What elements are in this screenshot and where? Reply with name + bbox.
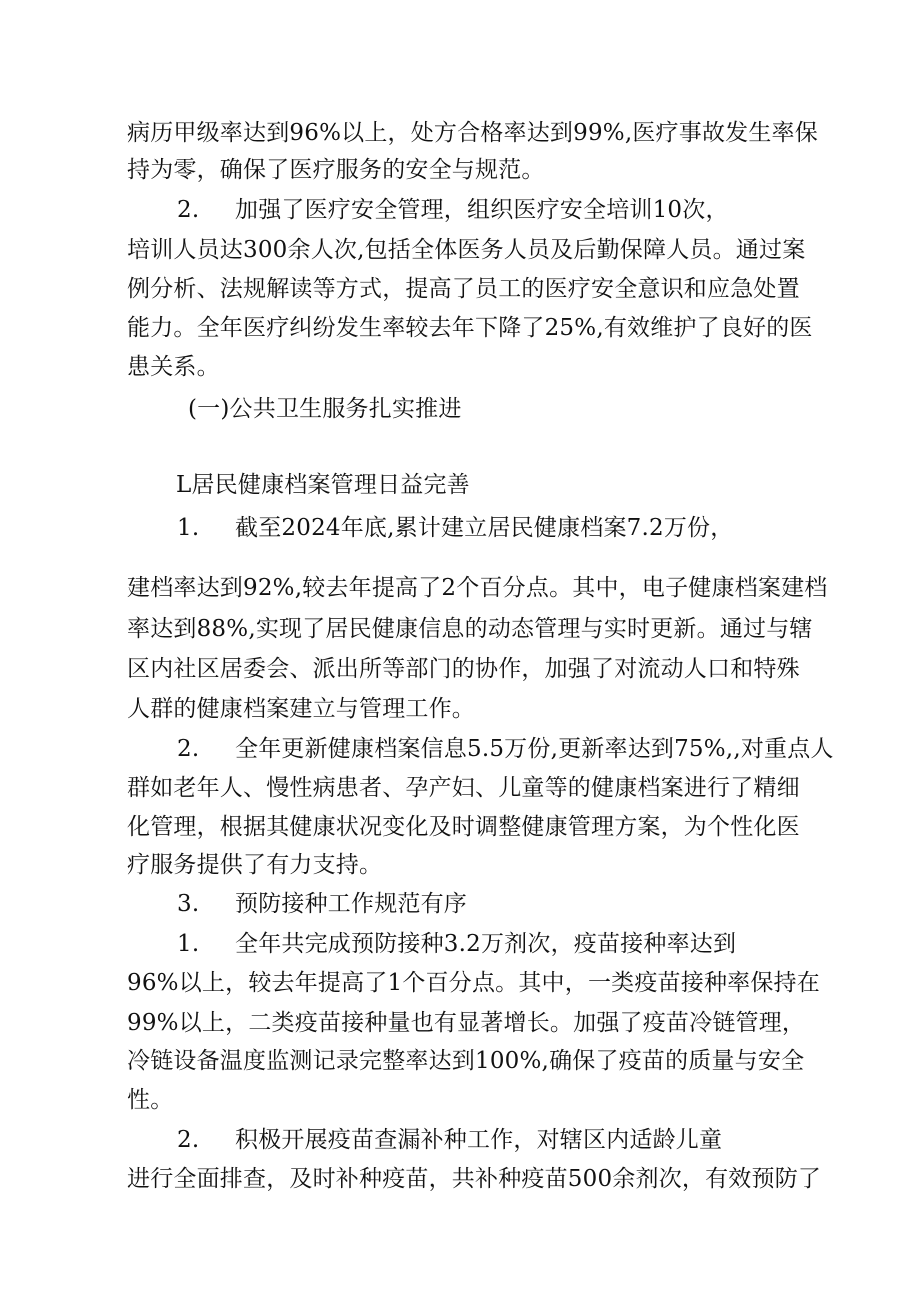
text-line: 持为零，确保了医疗服务的安全与规范。 [127, 157, 545, 183]
text-line: 建档率达到92%,较去年提高了2个百分点。其中，电子健康档案建档 [127, 575, 828, 601]
text-line: 例分析、法规解读等方式，提高了员工的医疗安全意识和应急处置 [127, 276, 800, 302]
numbered-item [177, 513, 733, 543]
item-number: 2. [177, 736, 200, 762]
text-line: 人群的健康档案建立与管理工作。 [127, 696, 475, 722]
item-text: 全年共完成预防接种3.2万剂次，疫苗接种率达到 [235, 931, 737, 957]
text-line: 群如老年人、慢性病患者、孕产妇、儿童等的健康档案进行了精细 [127, 775, 800, 801]
subsection-heading: L居民健康档案管理日益完善 [176, 472, 470, 498]
item-number: 1. [177, 515, 200, 541]
item-number: 2. [177, 1127, 200, 1153]
text-line: 疗服务提供了有力支持。 [127, 852, 383, 878]
text-line: 96%以上，较去年提高了1个百分点。其中，一类疫苗接种率保持在 [127, 970, 820, 996]
numbered-item [177, 929, 736, 959]
item-text: 全年更新健康档案信息5.5万份,更新率达到75%,,对重点人 [235, 736, 834, 762]
numbered-item [177, 889, 467, 919]
item-number: 3. [177, 891, 200, 917]
text-line: 能力。全年医疗纠纷发生率较去年下降了25%,有效维护了良好的医 [127, 315, 813, 341]
text-line: 化管理，根据其健康状况变化及时调整健康管理方案，为个性化医 [127, 814, 800, 840]
text-line: 率达到88%,实现了居民健康信息的动态管理与实时更新。通过与辖 [127, 616, 813, 642]
item-text: 预防接种工作规范有序 [235, 891, 467, 917]
item-text: 截至2024年底,累计建立居民健康档案7.2万份， [235, 515, 734, 541]
numbered-item [177, 734, 834, 764]
item-number: 1. [177, 931, 200, 957]
text-line: 99%以上，二类疫苗接种量也有显著增长。加强了疫苗冷链管理， [127, 1010, 806, 1036]
numbered-item [177, 195, 729, 225]
text-line: 病历甲级率达到96%以上，处方合格率达到99%,医疗事故发生率保 [127, 120, 818, 146]
text-line: 冷链设备温度监测记录完整率达到100%,确保了疫苗的质量与安全 [127, 1048, 805, 1074]
item-number: 2. [177, 197, 200, 223]
numbered-item [177, 1125, 722, 1155]
item-text: 加强了医疗安全管理，组织医疗安全培训10次， [235, 197, 729, 223]
text-line: 区内社区居委会、派出所等部门的协作，加强了对流动人口和特殊 [127, 656, 800, 682]
text-line: 患关系。 [127, 354, 220, 380]
section-heading: (一)公共卫生服务扎实推进 [188, 396, 462, 422]
item-text: 积极开展疫苗查漏补种工作，对辖区内适龄儿童 [235, 1127, 723, 1153]
text-line: 性。 [127, 1087, 174, 1113]
text-line: 进行全面排查，及时补种疫苗，共补种疫苗500余剂次，有效预防了 [127, 1166, 822, 1192]
text-line: 培训人员达300余人次,包括全体医务人员及后勤保障人员。通过案 [127, 237, 806, 263]
